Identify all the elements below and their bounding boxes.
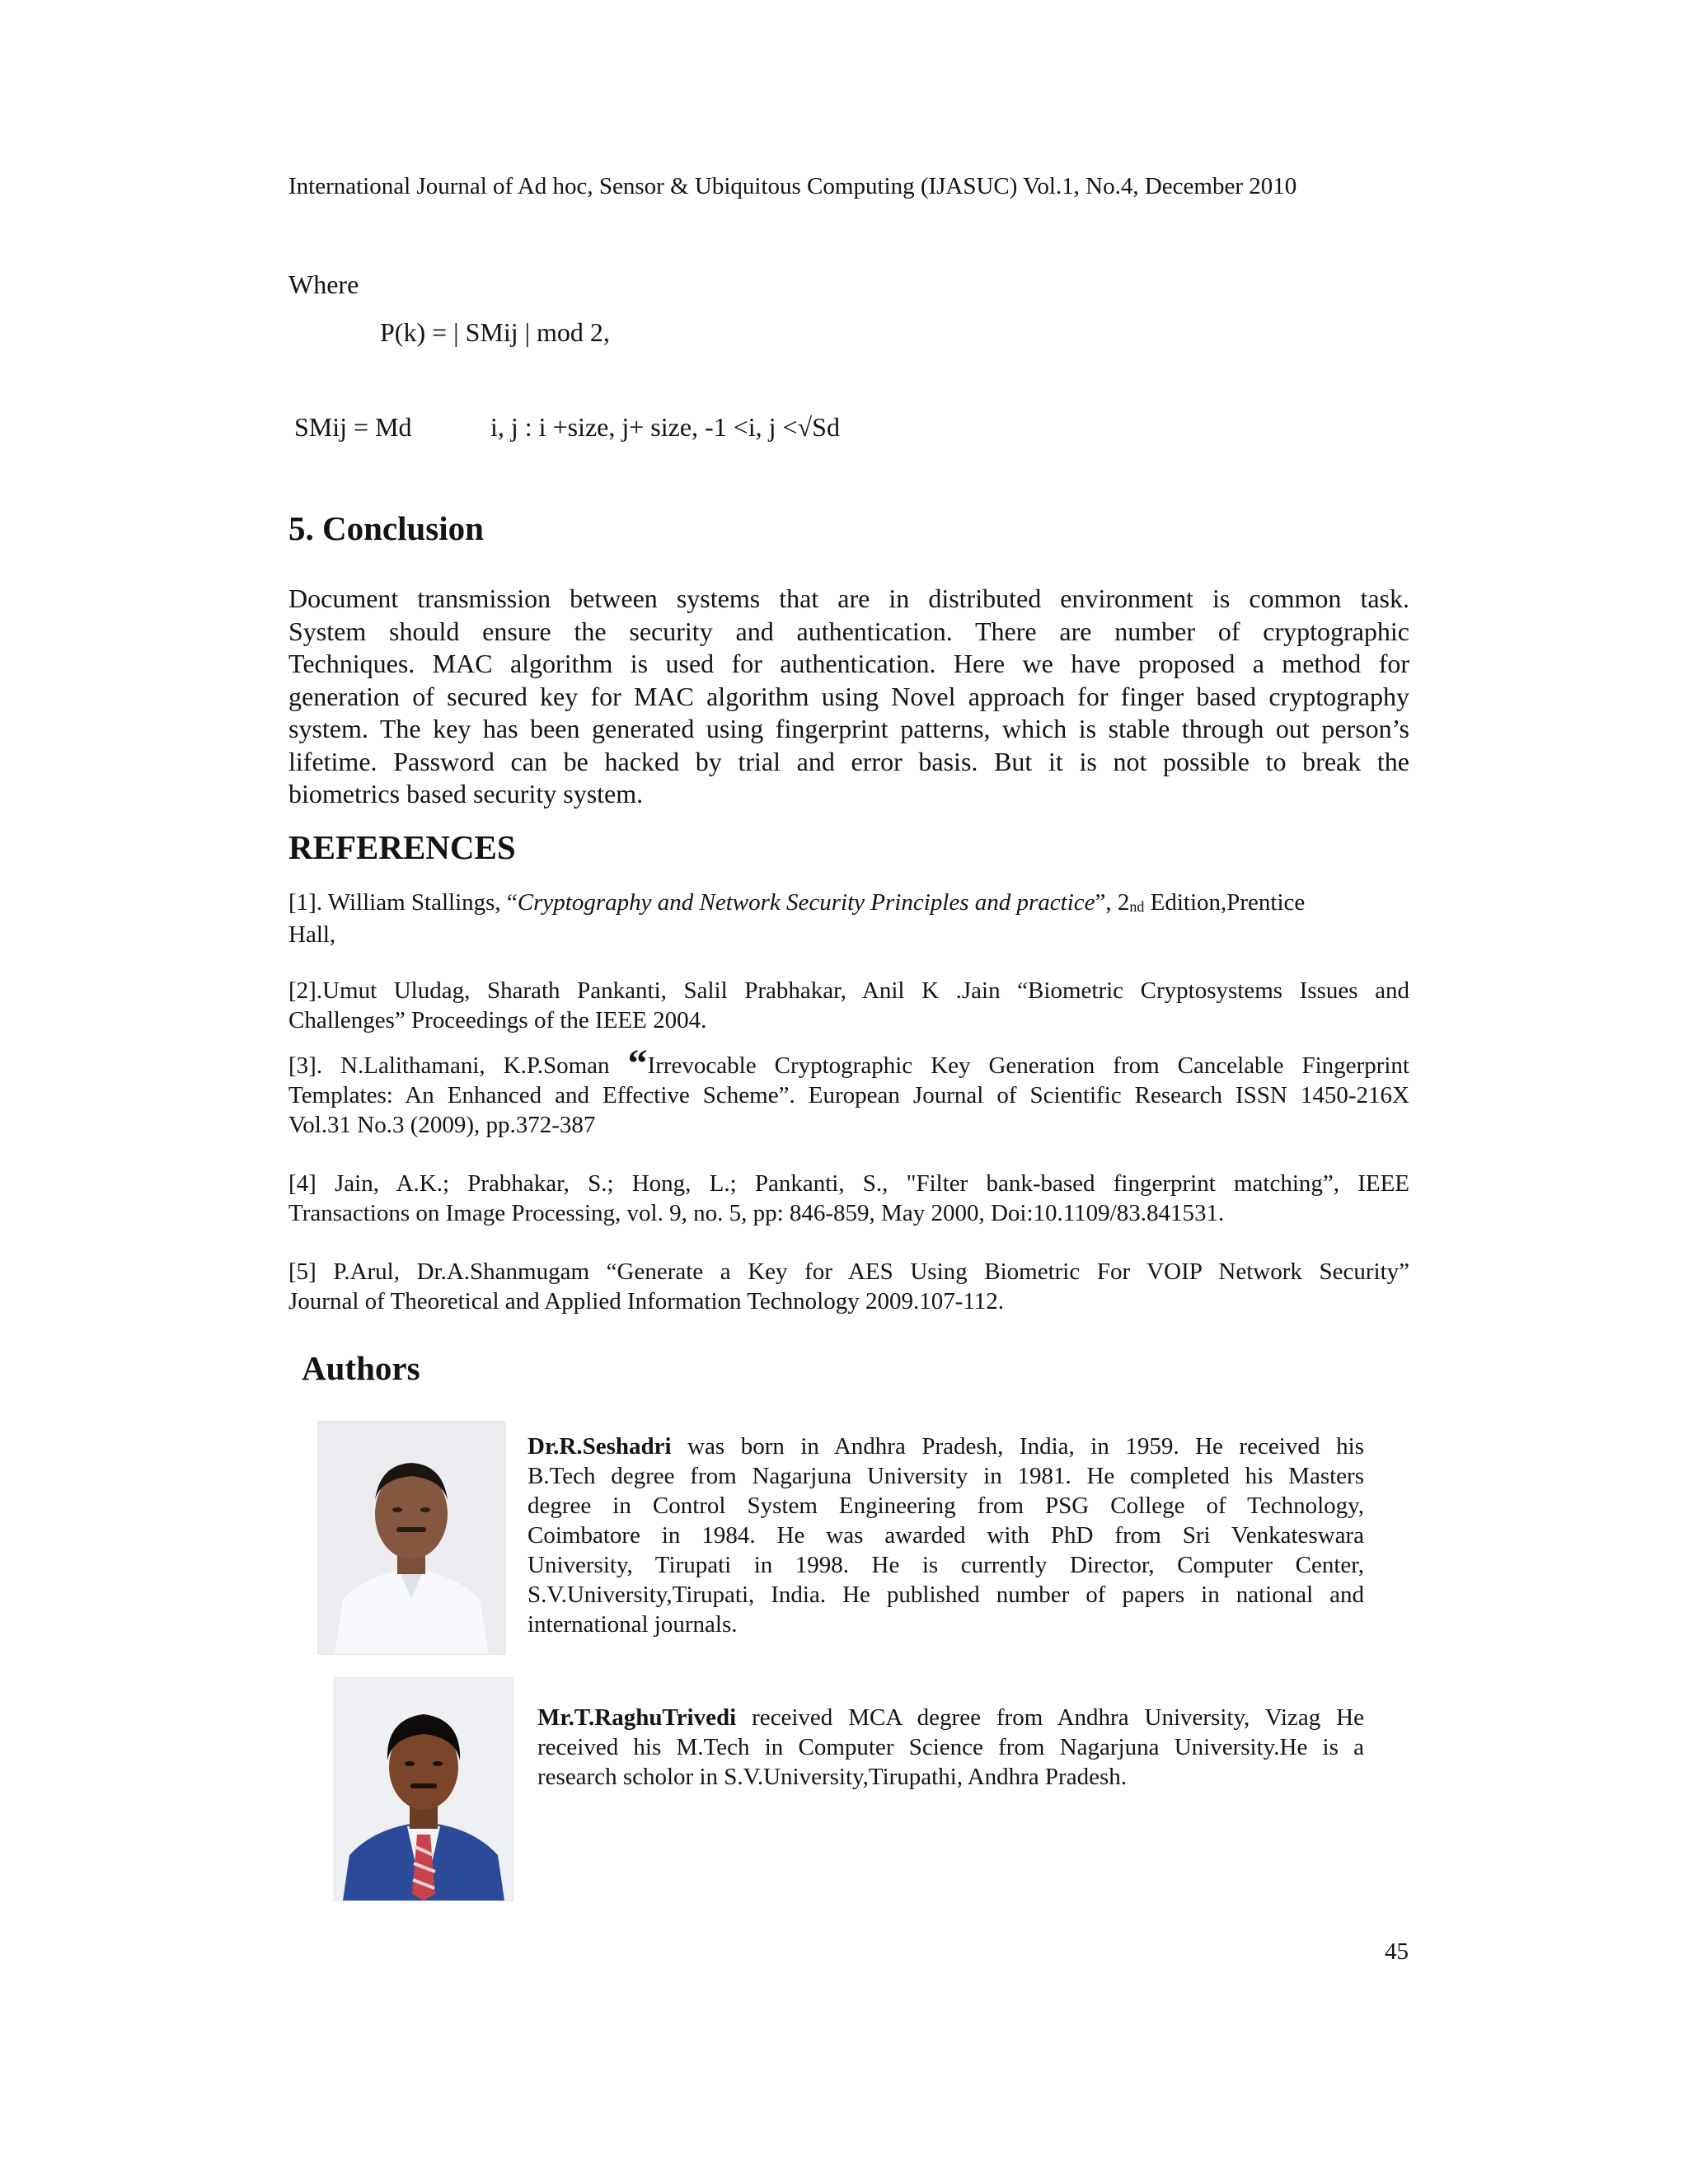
reference-1-superscript: nd [1129,898,1145,915]
conclusion-line: system. The key has been generated using fingerprint patterns, which is stable through out person’s [288,714,1409,743]
author-2-bio-line1: received MCA degree from Andhra University, Vizag He [736,1704,1364,1731]
running-header: International Journal of Ad hoc, Sensor & Ubiquitous Computing (IJASUC) Vol.1, No.4, December 2010 [288,173,1297,199]
where-label: Where [288,269,359,299]
conclusion-line: Document transmission between systems that are in distributed environment is common task. [288,583,1409,613]
reference-5-line1: [5] P.Arul, Dr.A.Shanmugam “Generate a Key for AES Using Biometric For VOIP Network Security” [288,1258,1409,1285]
author-2-name: Mr.T.RaghuTrivedi [537,1704,737,1731]
reference-2-line1: [2].Umut Uludag, Sharath Pankanti, Salil Prabhakar, Anil K .Jain “Biometric Cryptosystems Issues and [288,977,1409,1004]
reference-1-line2: Hall, [288,921,336,948]
conclusion-line: System should ensure the security and authentication. There are number of cryptographic [288,616,1409,646]
reference-5-line2: Journal of Theoretical and Applied Information Technology 2009.107-112. [288,1288,1005,1315]
reference-4 [288,1169,1409,1228]
author1-line: S.V.University,Tirupati, India. He published number of papers in national and [528,1582,1364,1608]
page-number: 45 [1385,1938,1409,1965]
reference-3-line3: Vol.31 No.3 (2009), pp.372-387 [288,1112,596,1138]
reference-3-title: Irrevocable Cryptographic Key Generation from Cancelable Fingerprint [647,1052,1409,1079]
reference-2 [288,976,1409,1035]
reference-3 [288,1042,1409,1140]
reference-1-publisher: Edition,Prentice [1150,889,1306,916]
equation-pk: P(k) = | SMij | mod 2, [380,317,610,347]
author-2-portrait-image [335,1678,513,1900]
reference-3-line2: Templates: An Enhanced and Effective Scheme”. European Journal of Scientific Research ISSN 1450-216X [288,1082,1409,1108]
author2-line: research scholor in S.V.University,Tirupathi, Andhra Pradesh. [537,1764,1127,1790]
reference-1 [288,888,1409,949]
equation-smij-left: SMij = Md [294,412,412,442]
author1-line: B.Tech degree from Nagarjuna University in 1981. He completed his Masters [528,1463,1364,1489]
conclusion-paragraph [288,583,1409,811]
author-1-bio [528,1432,1364,1639]
authors-heading: Authors [302,1349,420,1387]
author1-line: Coimbatore in 1984. He was awarded with PhD from Sri Venkateswara [528,1522,1364,1549]
author1-line: degree in Control System Engineering from PSG College of Technology, [528,1493,1364,1519]
reference-3-prefix: [3]. N.Lalithamani, K.P.Soman [288,1052,628,1079]
conclusion-line: Techniques. MAC algorithm is used for authentication. Here we have proposed a method for [288,649,1409,678]
reference-3-quote-mark: “ [627,1042,648,1085]
conclusion-line: lifetime. Password can be hacked by trial and error basis. But it is not possible to break the [288,746,1409,776]
equation-smij-right: i, j : i +size, j+ size, -1 <i, j <√Sd [490,412,840,442]
reference-1-prefix: [1]. William Stallings, “ [288,889,518,916]
reference-1-title: Cryptography and Network Security Principles and practice [517,889,1095,916]
conclusion-line: biometrics based security system. [288,779,644,808]
reference-1-edition: ”, 2 [1095,889,1130,916]
author-2-bio [537,1703,1364,1792]
author-2-photo [334,1677,513,1901]
reference-5 [288,1257,1409,1316]
author1-line: University, Tirupati in 1998. He is currently Director, Computer Center, [528,1552,1364,1578]
reference-4-line2: Transactions on Image Processing, vol. 9, no. 5, pp: 846-859, May 2000, Doi:10.1109/83.841531. [288,1200,1225,1226]
reference-4-line1: [4] Jain, A.K.; Prabhakar, S.; Hong, L.; Pankanti, S., "Filter bank-based fingerprint matching”, IEEE [288,1170,1409,1197]
reference-2-line2: Challenges” Proceedings of the IEEE 2004. [288,1007,707,1033]
author-1-name: Dr.R.Seshadri [528,1433,672,1460]
author-1-bio-line1: was born in Andhra Pradesh, India, in 1959. He received his [671,1433,1364,1460]
conclusion-line: generation of secured key for MAC algorithm using Novel approach for finger based cryptography [288,681,1409,711]
author-1-portrait-image [318,1422,505,1654]
author2-line: received his M.Tech in Computer Science from Nagarjuna University.He is a [537,1734,1364,1760]
references-heading: REFERENCES [288,828,516,866]
author1-line: international journals. [528,1611,738,1638]
conclusion-heading: 5. Conclusion [288,509,484,547]
author-1-photo [317,1421,506,1655]
